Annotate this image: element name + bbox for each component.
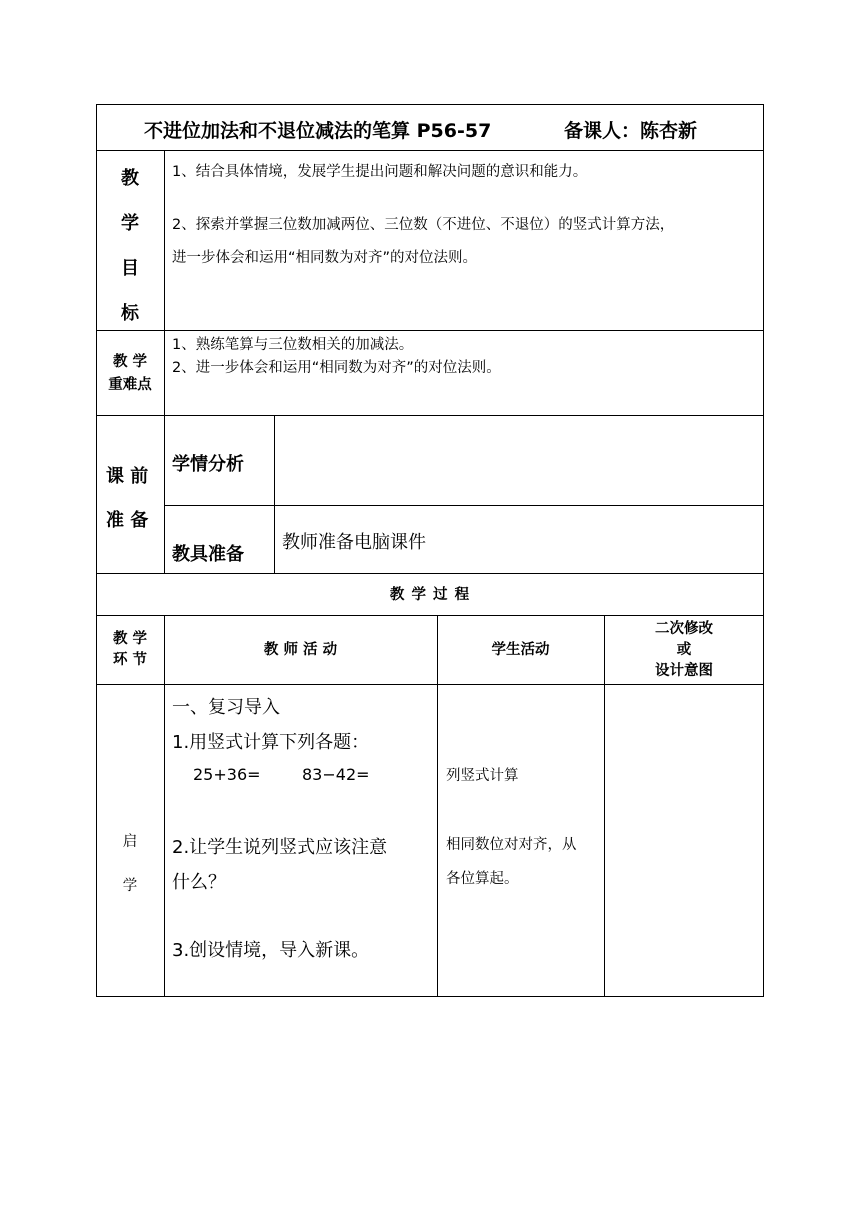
teacher-item: 3.创设情境，导入新课。 [172,940,370,961]
objectives-label-char: 教 [121,168,139,189]
objective-item: 1、结合具体情境，发展学生提出问题和解决问题的意识和能力。 [172,164,588,180]
col-divider [164,615,165,996]
row-divider [96,684,764,685]
teacher-item: 1.用竖式计算下列各题： [172,732,370,753]
key-point-item: 2、进一步体会和运用“相同数为对齐”的对位法则。 [172,360,501,376]
teacher-activity-header: 教 师 活 动 [263,642,338,658]
table-border-bottom [96,996,764,997]
objectives-label-char: 目 [121,258,139,279]
row-divider [164,505,764,506]
col-divider [437,615,438,996]
row-divider [96,150,764,151]
row-divider [96,330,764,331]
key-points-label: 重难点 [108,377,152,393]
preparation-label: 准 备 [106,510,149,531]
table-border-top [96,104,764,105]
row-divider [96,415,764,416]
teacher-item: 2.让学生说列竖式应该注意 [172,837,388,858]
expression: 25+36= [193,765,261,784]
student-analysis-label: 学情分析 [172,454,244,475]
preparer-name: 备课人：陈杏新 [564,120,698,142]
table-border-left [96,104,97,997]
revision-header: 或 [676,642,692,658]
revision-header: 设计意图 [655,663,713,679]
objectives-label-char: 学 [121,213,139,234]
stage-column-header: 教 学 [112,631,148,647]
student-activity: 列竖式计算 [446,768,519,784]
key-point-item: 1、熟练笔算与三位数相关的加减法。 [172,337,414,353]
preparation-label: 课 前 [106,466,149,487]
student-activity: 相同数位对对齐，从 [446,837,577,853]
objective-item: 2、探索并掌握三位数加减两位、三位数（不进位、不退位）的竖式计算方法， [172,217,675,233]
row-divider [96,615,764,616]
revision-header: 二次修改 [655,621,713,637]
col-divider [274,415,275,573]
stage-label-char: 启 [122,834,138,850]
lesson-plan-table [96,104,764,996]
teaching-tools-label: 教具准备 [172,544,244,565]
process-header: 教 学 过 程 [389,587,471,603]
teacher-item: 什么？ [172,872,226,893]
objective-item: 进一步体会和运用“相同数为对齐”的对位法则。 [172,250,478,266]
lesson-title: 不进位加法和不退位减法的笔算 P56-57 [144,120,492,142]
objectives-label-char: 标 [121,303,139,324]
row-divider [96,573,764,574]
table-border-right [763,104,764,997]
key-points-label: 教 学 [112,354,148,370]
stage-column-header: 环 节 [112,652,148,668]
stage-label-char: 学 [122,878,138,894]
teaching-tools-value: 教师准备电脑课件 [282,532,426,553]
student-activity: 各位算起。 [446,871,519,887]
teacher-heading: 一、复习导入 [172,697,280,718]
student-activity-header: 学生活动 [491,642,550,658]
col-divider [164,150,165,573]
expression: 83−42= [302,765,370,784]
